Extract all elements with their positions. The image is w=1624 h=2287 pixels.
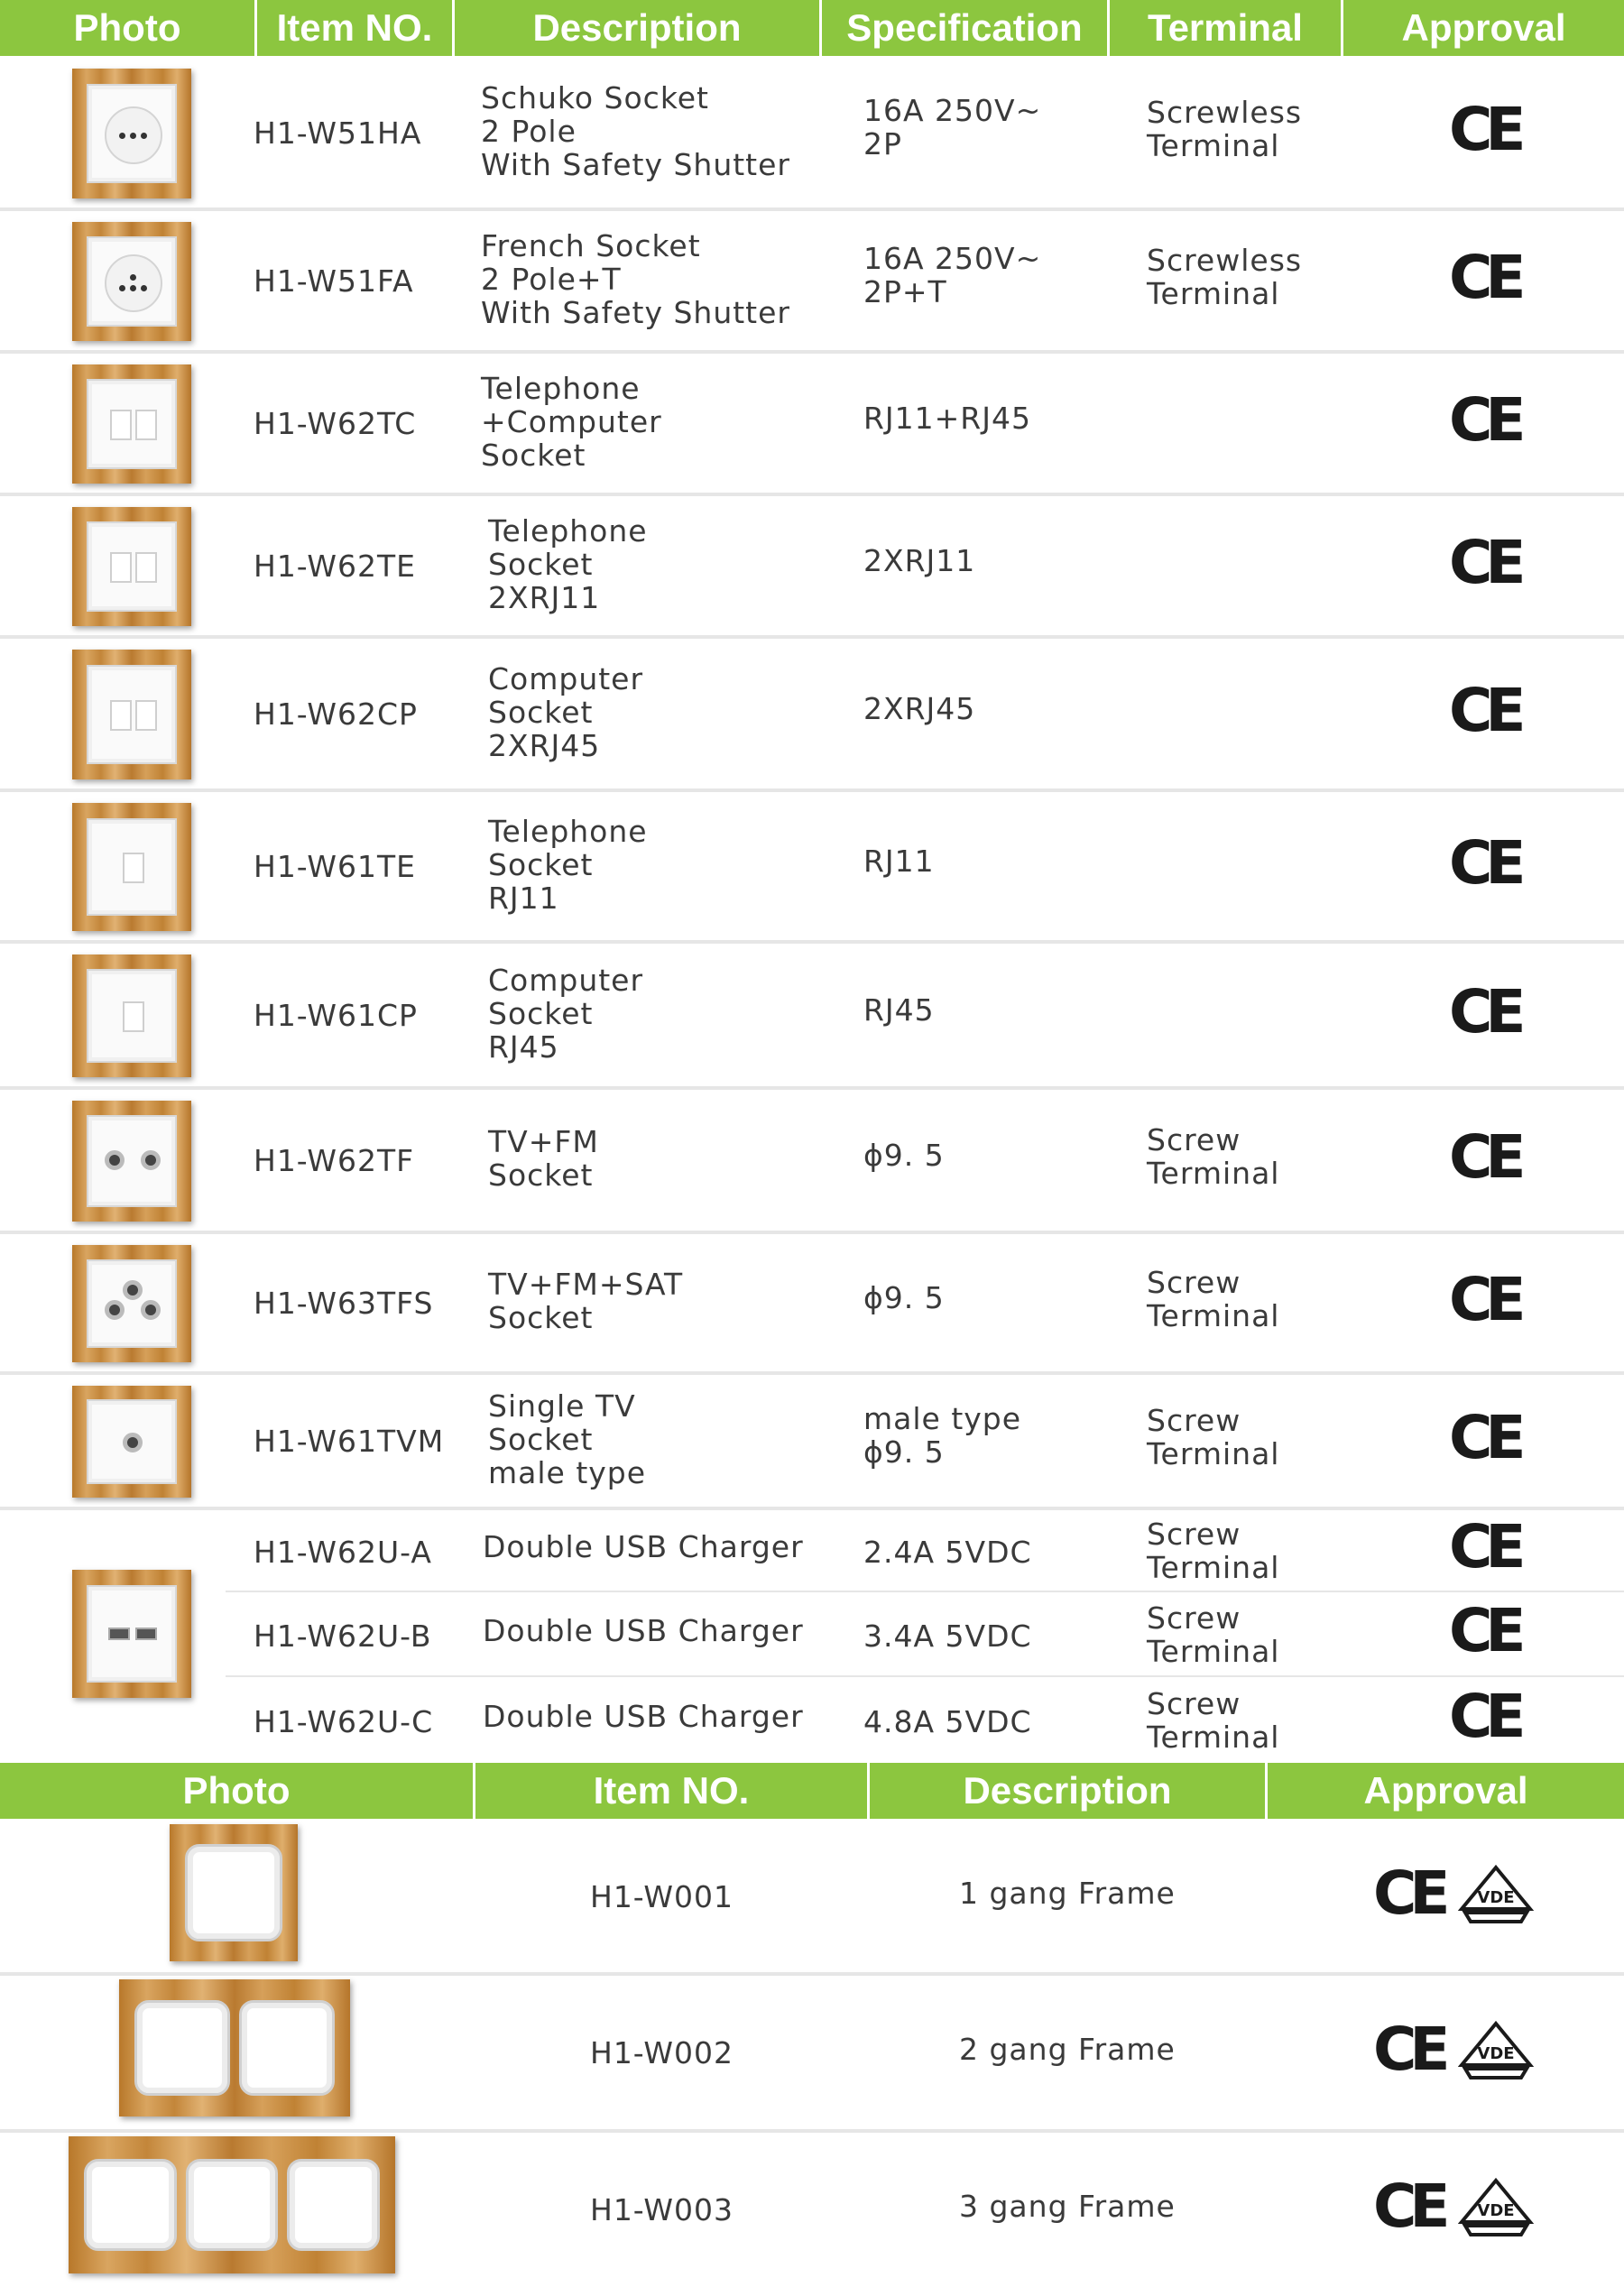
item-number: H1-W001 — [590, 1879, 734, 1914]
terminal — [1147, 1266, 1279, 1333]
text-line: 16A 250V~ — [863, 93, 1042, 128]
header-terminal: Terminal — [1148, 6, 1303, 49]
frame-photo — [119, 1979, 350, 2116]
text-line: RJ11 — [488, 880, 559, 916]
header-description: Description — [532, 6, 742, 49]
text-line: Screw — [1147, 1403, 1241, 1438]
specification: 2.4A 5VDC — [863, 1535, 1032, 1570]
text-line: RJ11 — [863, 843, 935, 879]
specification — [863, 544, 975, 577]
socket-plate — [87, 665, 177, 763]
socket-plate — [87, 818, 177, 916]
text-line: 2XRJ11 — [488, 579, 601, 615]
ce-mark: CE — [1449, 95, 1519, 164]
vde-mark-icon — [1458, 1864, 1534, 1925]
socket-plate — [87, 1585, 177, 1683]
text-line: French Socket — [481, 227, 701, 263]
product-photo — [72, 69, 191, 198]
frame-window — [134, 2000, 230, 2096]
description: Double USB Charger — [483, 1613, 804, 1648]
text-line: Socket — [488, 546, 594, 582]
text-line: Computer — [488, 660, 644, 696]
specification — [863, 242, 1041, 309]
vde-label: VDE — [1477, 1888, 1515, 1907]
ce-mark: CE — [1373, 2015, 1444, 2084]
header-approval: Approval — [1401, 6, 1566, 49]
row-divider — [0, 635, 1624, 639]
specification — [863, 692, 975, 725]
ce-mark: CE — [1449, 1512, 1519, 1582]
data-port — [135, 700, 157, 731]
data-port — [123, 1001, 144, 1032]
item-number: H1-W51HA — [254, 115, 422, 151]
ce-mark: CE — [1449, 828, 1519, 898]
item-number: H1-W61TE — [254, 849, 417, 884]
product-photo — [72, 364, 191, 484]
text-line: Socket — [488, 1421, 594, 1457]
specification — [863, 1139, 945, 1172]
coax-port — [123, 1433, 143, 1452]
description — [488, 815, 648, 915]
row-divider — [0, 1371, 1624, 1375]
table2-header — [0, 1763, 1624, 1819]
vde-mark-icon — [1458, 2177, 1534, 2238]
socket-plate — [87, 236, 177, 327]
description — [488, 1125, 599, 1192]
text-line: Telephone — [488, 813, 648, 849]
specification — [863, 1281, 945, 1314]
text-line: Screwless — [1147, 243, 1303, 278]
ce-mark: CE — [1449, 243, 1519, 312]
text-line: 2P — [863, 126, 902, 161]
text-line: 2XRJ11 — [863, 542, 976, 578]
text-line: Socket — [488, 694, 594, 730]
product-photo — [72, 803, 191, 931]
terminal — [1147, 1601, 1279, 1668]
frame-photo — [170, 1824, 298, 1961]
terminal — [1147, 1687, 1279, 1754]
text-line: Screw — [1147, 1686, 1241, 1721]
item-number: H1-W62U-A — [254, 1535, 432, 1570]
ce-mark: CE — [1373, 2171, 1444, 2241]
data-port — [123, 853, 144, 883]
text-line: male type — [488, 1454, 647, 1490]
row-divider — [0, 1231, 1624, 1234]
text-line: RJ11+RJ45 — [863, 400, 1031, 436]
text-line: With Safety Shutter — [481, 294, 790, 330]
row-divider — [0, 207, 1624, 211]
item-number: H1-W61CP — [254, 998, 418, 1033]
socket-plate — [87, 1115, 177, 1207]
text-line: Terminal — [1147, 1634, 1280, 1669]
frame-window — [186, 2159, 279, 2252]
socket-plate — [87, 1399, 177, 1484]
vde-label: VDE — [1477, 2044, 1515, 2063]
data-port — [110, 552, 132, 583]
ce-mark: CE — [1449, 977, 1519, 1047]
text-line: Socket — [481, 437, 586, 473]
coax-port — [123, 1280, 143, 1300]
ce-mark: CE — [1449, 1682, 1519, 1751]
coax-port — [141, 1300, 161, 1320]
usb-port — [135, 1628, 157, 1640]
row-divider — [0, 1086, 1624, 1090]
item-number: H1-W002 — [590, 2035, 734, 2070]
row-divider — [226, 1591, 1624, 1592]
specification: 3.4A 5VDC — [863, 1618, 1032, 1654]
description: Double USB Charger — [483, 1529, 804, 1564]
text-line: ϕ9. 5 — [863, 1434, 945, 1470]
text-line: Schuko Socket — [481, 79, 709, 115]
text-line: Terminal — [1147, 276, 1280, 311]
pin-hole — [119, 285, 125, 291]
ce-mark: CE — [1449, 1265, 1519, 1334]
socket-plate — [87, 521, 177, 612]
text-line: TV+FM+SAT — [488, 1267, 684, 1302]
item-number: H1-W62U-B — [254, 1618, 432, 1654]
specification — [863, 94, 1041, 161]
terminal — [1147, 1517, 1279, 1584]
row-divider — [0, 1972, 1624, 1976]
text-line: ϕ9. 5 — [863, 1137, 945, 1173]
usb-port — [108, 1628, 130, 1640]
product-photo — [72, 954, 191, 1077]
text-line: 16A 250V~ — [863, 241, 1042, 276]
pin-hole — [130, 133, 136, 139]
row-divider — [0, 940, 1624, 944]
coax-port — [141, 1150, 161, 1170]
row-divider — [0, 1507, 1624, 1510]
coax-port — [105, 1150, 125, 1170]
pin-hole — [119, 133, 125, 139]
text-line: Screw — [1147, 1122, 1241, 1157]
text-line: Telephone — [481, 370, 641, 406]
ce-mark: CE — [1449, 1403, 1519, 1472]
text-line: Socket — [488, 846, 594, 882]
text-line: Terminal — [1147, 1298, 1280, 1333]
vde-mark-icon — [1458, 2020, 1534, 2081]
data-port — [135, 552, 157, 583]
specification — [863, 993, 935, 1027]
text-line: Terminal — [1147, 1720, 1280, 1755]
pin-hole — [130, 285, 136, 291]
header-item-no: Item NO. — [276, 6, 433, 49]
description — [481, 229, 790, 329]
terminal — [1147, 244, 1302, 310]
ce-mark: CE — [1449, 1122, 1519, 1192]
text-line: Telephone — [488, 512, 648, 549]
pin-hole — [130, 274, 136, 281]
frame-window — [287, 2159, 380, 2252]
header-photo: Photo — [73, 6, 181, 49]
item-number: H1-W62TE — [254, 549, 417, 584]
text-line: 2XRJ45 — [863, 690, 976, 726]
ce-mark: CE — [1449, 1596, 1519, 1665]
description — [488, 662, 643, 762]
text-line: Computer — [488, 962, 644, 998]
text-line: RJ45 — [863, 991, 935, 1028]
text-line: Socket — [488, 995, 594, 1031]
row-divider — [0, 350, 1624, 354]
text-line: Terminal — [1147, 1156, 1280, 1191]
text-line: 2P+T — [863, 274, 947, 309]
text-line: Terminal — [1147, 1550, 1280, 1585]
text-line: Socket — [488, 1157, 594, 1193]
text-line: TV+FM — [488, 1124, 599, 1159]
item-number: H1-W62TC — [254, 406, 417, 441]
description — [488, 1268, 683, 1334]
text-line: 2XRJ45 — [488, 727, 601, 763]
row-divider — [0, 788, 1624, 792]
data-port — [110, 700, 132, 731]
ce-mark: CE — [1449, 528, 1519, 597]
vde-label: VDE — [1477, 2200, 1515, 2220]
specification — [863, 1402, 1021, 1469]
row-divider — [0, 2129, 1624, 2133]
row-divider — [226, 1675, 1624, 1677]
description — [488, 514, 648, 614]
socket-face — [105, 106, 162, 164]
pin-hole — [141, 285, 147, 291]
socket-plate — [87, 379, 177, 469]
text-line: With Safety Shutter — [481, 146, 790, 182]
frame-window — [185, 1844, 282, 1941]
product-photo — [72, 1101, 191, 1222]
item-number: H1-W63TFS — [254, 1286, 434, 1321]
socket-plate — [87, 1259, 177, 1349]
header2-photo: Photo — [182, 1769, 291, 1812]
header2-item-no: Item NO. — [593, 1769, 750, 1812]
text-line: Screw — [1147, 1517, 1241, 1552]
socket-plate — [87, 84, 177, 182]
product-photo — [72, 507, 191, 626]
text-line: RJ45 — [488, 1028, 559, 1065]
product-photo — [72, 222, 191, 341]
header2-description: Description — [963, 1769, 1172, 1812]
text-line: Terminal — [1147, 128, 1280, 163]
header-specification: Specification — [846, 6, 1083, 49]
description: 2 gang Frame — [959, 2032, 1176, 2067]
socket-face — [105, 254, 162, 312]
row-divider — [0, 493, 1624, 496]
terminal — [1147, 96, 1302, 162]
description: 1 gang Frame — [959, 1876, 1176, 1911]
description — [481, 81, 790, 181]
frame-window — [239, 2000, 335, 2096]
item-number: H1-W62CP — [254, 696, 418, 732]
header2-approval: Approval — [1363, 1769, 1528, 1812]
item-number: H1-W003 — [590, 2191, 734, 2227]
product-photo — [72, 650, 191, 779]
coax-port — [105, 1300, 125, 1320]
pin-hole — [141, 133, 147, 139]
text-line: Screw — [1147, 1600, 1241, 1636]
terminal — [1147, 1123, 1279, 1190]
ce-mark: CE — [1373, 1858, 1444, 1928]
description: 3 gang Frame — [959, 2188, 1176, 2224]
specification: 4.8A 5VDC — [863, 1704, 1032, 1739]
text-line: Single TV — [488, 1388, 636, 1424]
ce-mark: CE — [1449, 676, 1519, 745]
frame-photo — [69, 2136, 395, 2273]
text-line: Terminal — [1147, 1436, 1280, 1471]
description — [488, 964, 643, 1064]
text-line: 2 Pole+T — [481, 261, 622, 297]
data-port — [110, 410, 132, 440]
text-line: Socket — [488, 1300, 594, 1335]
item-number: H1-W62U-C — [254, 1704, 434, 1739]
ce-mark: CE — [1449, 385, 1519, 455]
specification — [863, 401, 1031, 435]
product-photo — [72, 1386, 191, 1498]
item-number: H1-W61TVM — [254, 1424, 445, 1459]
socket-plate — [87, 969, 177, 1062]
description — [481, 372, 662, 472]
specification — [863, 844, 935, 878]
text-line: +Computer — [481, 403, 662, 439]
description — [488, 1389, 646, 1489]
item-number: H1-W51FA — [254, 263, 414, 299]
text-line: 2 Pole — [481, 113, 577, 149]
data-port — [135, 410, 157, 440]
terminal — [1147, 1404, 1279, 1471]
text-line: ϕ9. 5 — [863, 1279, 945, 1315]
description: Double USB Charger — [483, 1699, 804, 1734]
text-line: Screwless — [1147, 95, 1303, 130]
item-number: H1-W62TF — [254, 1143, 415, 1178]
text-line: male type — [863, 1401, 1022, 1436]
product-photo — [72, 1245, 191, 1362]
product-photo — [72, 1570, 191, 1698]
frame-window — [84, 2159, 177, 2252]
text-line: Screw — [1147, 1265, 1241, 1300]
table1-header — [0, 0, 1624, 56]
